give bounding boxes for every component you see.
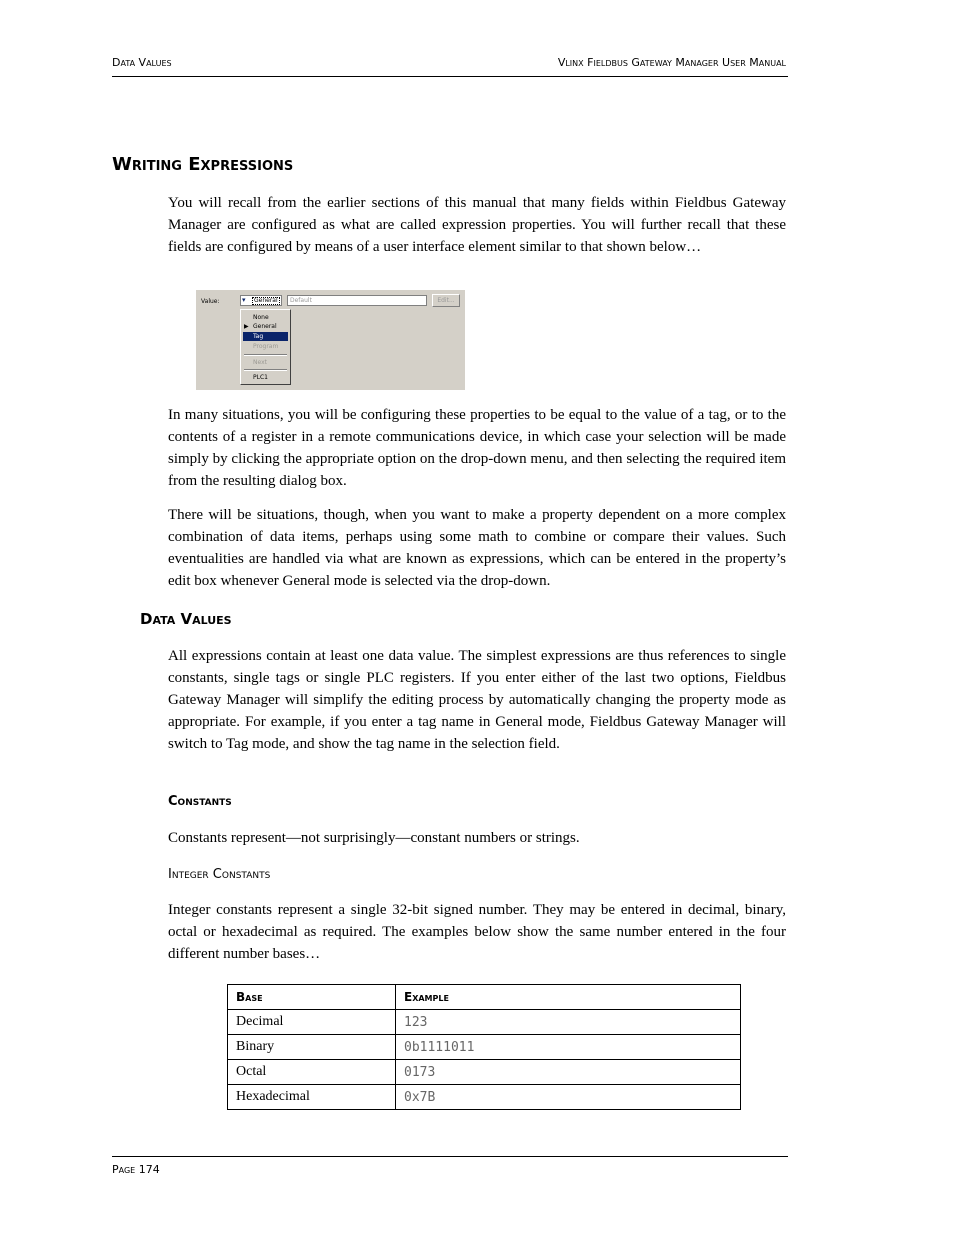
integer-constants-heading: Integer Constants xyxy=(168,867,271,882)
header-manual-title: Vlinx Fieldbus Gateway Manager User Manual xyxy=(557,56,786,69)
menu-item-none[interactable]: None xyxy=(253,314,269,321)
edit-button[interactable]: Edit... xyxy=(432,294,460,307)
paragraph-configuring: In many situations, you will be configuring these properties to be equal to the value of a tag, or to the contents of a register in a remote communications device, in which case your selection will be made simply by clicking the appropriate option on the drop-down menu, and then selecting the required item from the resulting dialog box. xyxy=(168,407,786,489)
table-row xyxy=(228,1010,741,1035)
expression-property-figure xyxy=(196,290,465,390)
header-example: Example xyxy=(396,985,741,1010)
base-cell: Decimal xyxy=(228,1010,396,1035)
header-base: Base xyxy=(228,985,396,1010)
menu-item-plc1[interactable]: PLC1 xyxy=(253,374,268,381)
value-label: Value: xyxy=(201,298,220,305)
menu-item-program: Program xyxy=(253,343,279,350)
example-cell: 0173 xyxy=(396,1060,741,1085)
menu-separator xyxy=(244,369,287,371)
base-cell: Binary xyxy=(228,1035,396,1060)
menu-separator xyxy=(244,354,287,356)
menu-item-tag[interactable]: Tag xyxy=(243,332,288,341)
current-mode-marker-icon: ▶ xyxy=(244,323,249,330)
constants-heading: Constants xyxy=(168,794,232,809)
base-cell: Octal xyxy=(228,1060,396,1085)
mode-combo[interactable] xyxy=(240,295,282,306)
paragraph-integer-constants: Integer constants represent a single 32-bit signed number. They may be entered in decimal, binary, octal or hexadecimal as required. The examples below show the same number entered in the four different number bases… xyxy=(168,902,786,962)
header-section: Data Values xyxy=(112,56,172,69)
example-cell: 0x7B xyxy=(396,1085,741,1110)
page-number: Page 174 xyxy=(112,1163,160,1176)
paragraph-data-values: All expressions contain at least one data value. The simplest expressions are thus references to single constants, single tags or single PLC registers. If you enter either of the last two options, Fieldbus Gateway Manager will simplify the editing process by automatically changing the property mode as appropriate. For example, if you enter a tag name in General mode, Fieldbus Gateway Manager will switch to Tag mode, and show the tag name in the selection field. xyxy=(168,648,786,752)
mode-dropdown-menu xyxy=(240,309,291,385)
table-header-row xyxy=(228,985,741,1010)
paragraph-constants: Constants represent—not surprisingly—constant numbers or strings. xyxy=(168,830,580,846)
menu-item-next: Next xyxy=(253,359,267,366)
table-row xyxy=(228,1085,741,1110)
value-edit-box[interactable]: Default xyxy=(287,295,427,306)
table-row xyxy=(228,1035,741,1060)
table-row xyxy=(228,1060,741,1085)
page-header xyxy=(112,56,788,77)
intro-paragraph: You will recall from the earlier sections of this manual that many fields within Fieldbus Gateway Manager are configured as what are called expression properties. You will further recall that these fields are configured by means of a user interface element similar to that shown below… xyxy=(168,195,786,255)
section-title: Writing Expressions xyxy=(112,154,294,175)
subsection-title: Data Values xyxy=(140,610,232,628)
combo-selected-value: General xyxy=(254,297,278,304)
number-bases-table xyxy=(227,984,741,1110)
base-cell: Hexadecimal xyxy=(228,1085,396,1110)
dropdown-arrow-icon[interactable]: ▾ xyxy=(242,296,246,304)
paragraph-expressions: There will be situations, though, when you want to make a property dependent on a more complex combination of data items, perhaps using some math to combine or compare their values. Such eventualities are handled via what are known as expressions, which can be entered in the property’s edit box whenever General mode is selected via the drop-down. xyxy=(168,507,786,589)
page-footer xyxy=(112,1156,788,1176)
example-cell: 0b1111011 xyxy=(396,1035,741,1060)
example-cell: 123 xyxy=(396,1010,741,1035)
menu-item-general[interactable]: General xyxy=(253,323,277,330)
